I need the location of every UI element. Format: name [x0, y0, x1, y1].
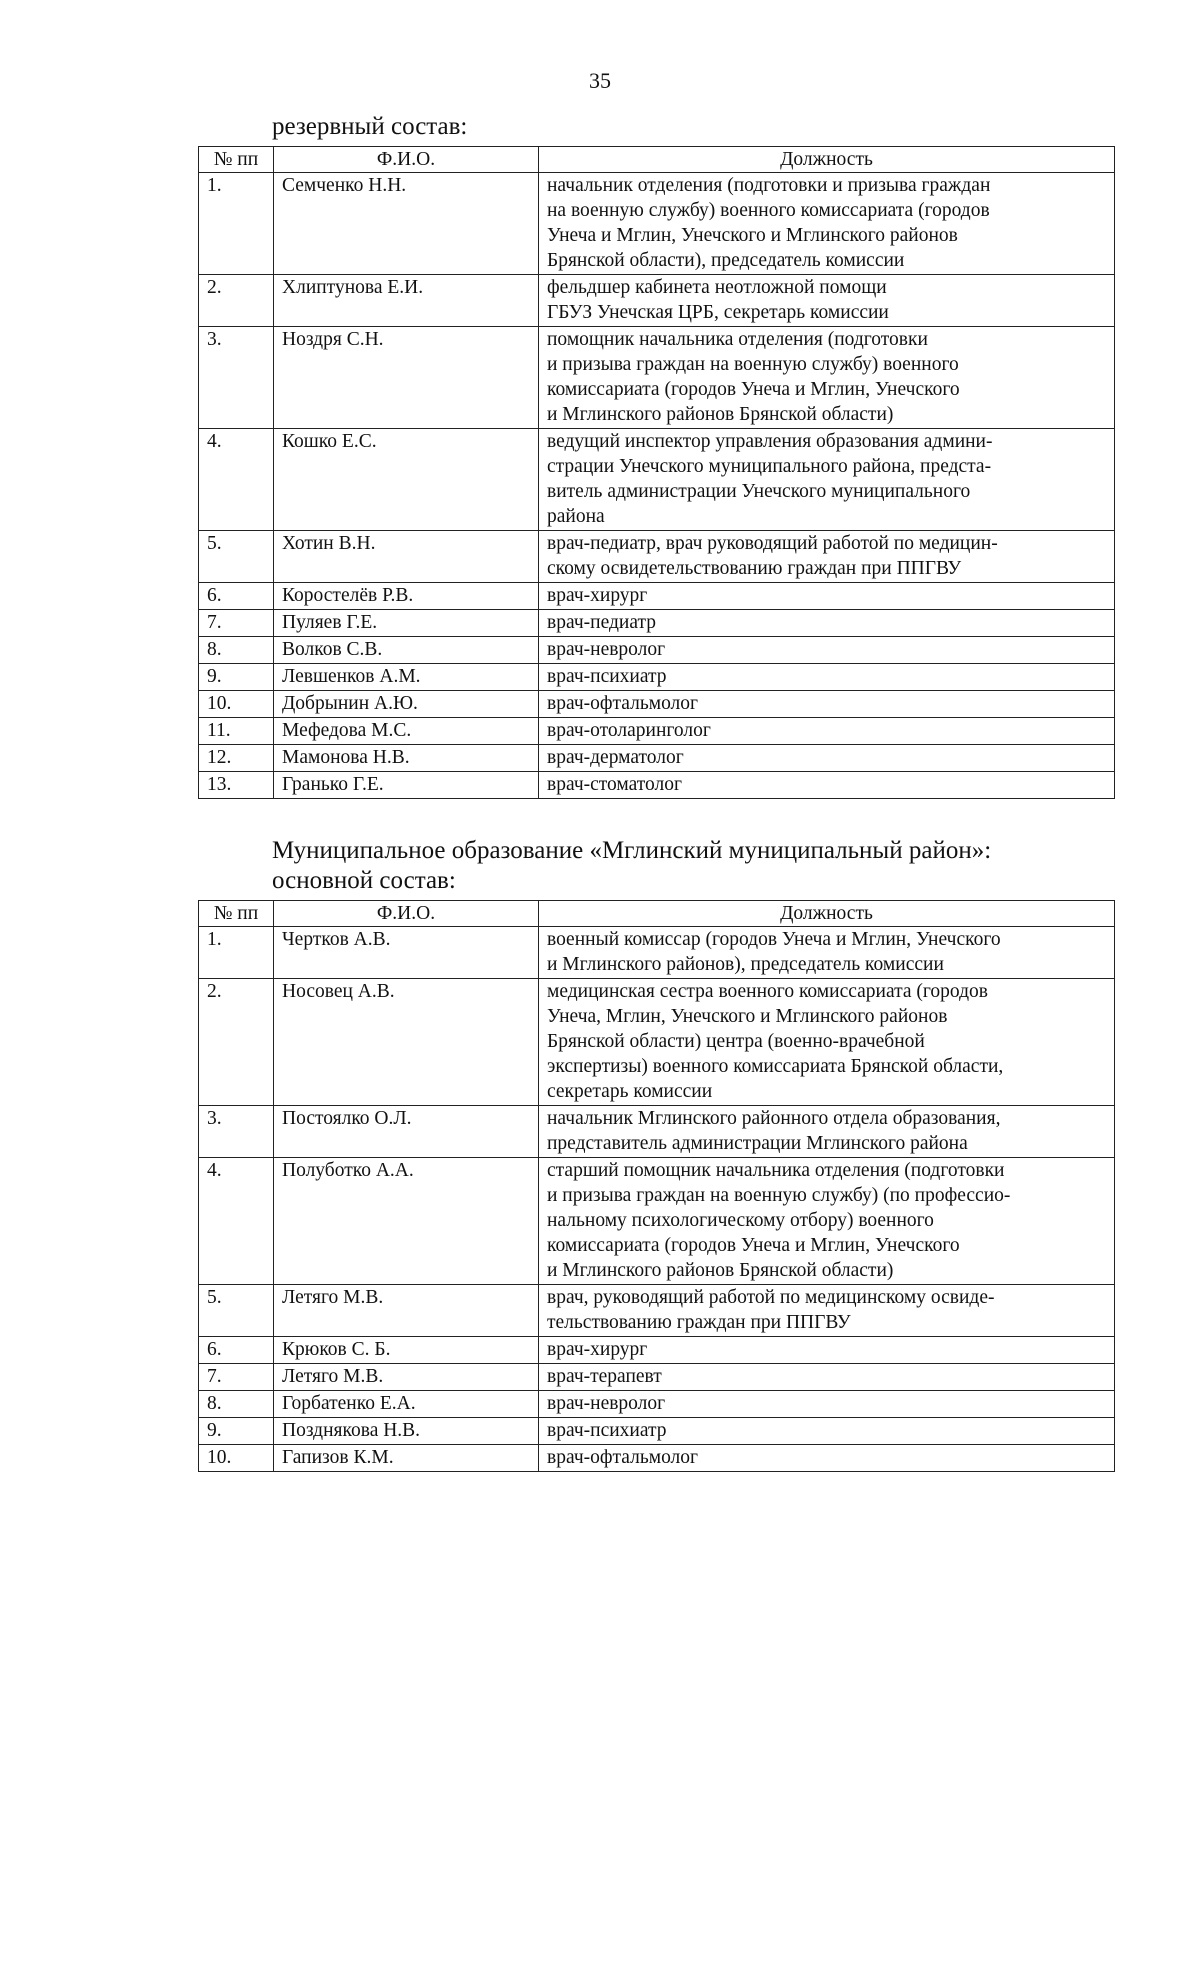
position-line: врач-психиатр [547, 666, 667, 687]
position-line: комиссариата (городов Унеча и Мглин, Унечского [547, 1235, 960, 1256]
table-row [199, 927, 1115, 979]
row-position [539, 927, 1115, 979]
position-line: начальник Мглинского районного отдела образования, [547, 1108, 1001, 1129]
row-position [539, 718, 1115, 745]
row-full-name: Крюков С. Б. [274, 1337, 539, 1364]
row-full-name: Позднякова Н.В. [274, 1418, 539, 1445]
row-number: 8. [199, 1391, 274, 1418]
position-line: врач-офтальмолог [547, 1447, 699, 1468]
header-name: Ф.И.О. [274, 901, 539, 927]
row-number: 3. [199, 1106, 274, 1158]
header-position: Должность [539, 901, 1115, 927]
row-position [539, 745, 1115, 772]
position-line: врач-невролог [547, 1393, 666, 1414]
position-line: фельдшер кабинета неотложной помощи [547, 277, 887, 298]
table-row [199, 979, 1115, 1106]
table-row [199, 1391, 1115, 1418]
row-position [539, 664, 1115, 691]
position-line: помощник начальника отделения (подготовки [547, 329, 928, 350]
position-line: военный комиссар (городов Унеча и Мглин, Унечского [547, 929, 1001, 950]
row-full-name: Коростелёв Р.В. [274, 583, 539, 610]
position-line: врач-отоларинголог [547, 720, 711, 741]
position-line: тельствованию граждан при ППГВУ [547, 1312, 851, 1333]
row-position [539, 691, 1115, 718]
position-line: Унеча, Мглин, Унечского и Мглинского районов [547, 1006, 948, 1027]
position-line: на военную службу) военного комиссариата (городов [547, 200, 990, 221]
position-line: представитель администрации Мглинского района [547, 1133, 968, 1154]
row-number: 12. [199, 745, 274, 772]
position-line: экспертизы) военного комиссариата Брянской области, [547, 1056, 1004, 1077]
row-number: 8. [199, 637, 274, 664]
table-row [199, 772, 1115, 799]
position-line: ведущий инспектор управления образования админи- [547, 431, 993, 452]
main-table [198, 900, 1115, 1472]
row-full-name: Добрынин А.Ю. [274, 691, 539, 718]
position-line: комиссариата (городов Унеча и Мглин, Унечского [547, 379, 960, 400]
table-row [199, 1285, 1115, 1337]
position-line: врач-офтальмолог [547, 693, 699, 714]
position-line: врач-дерматолог [547, 747, 684, 768]
row-full-name: Семченко Н.Н. [274, 173, 539, 275]
row-number: 6. [199, 583, 274, 610]
row-position [539, 1285, 1115, 1337]
table-row [199, 1445, 1115, 1472]
header-num: № пп [199, 147, 274, 173]
position-line: Унеча и Мглин, Унечского и Мглинского районов [547, 225, 958, 246]
row-number: 13. [199, 772, 274, 799]
header-name: Ф.И.О. [274, 147, 539, 173]
table-row [199, 1158, 1115, 1285]
table-row [199, 718, 1115, 745]
row-position [539, 1364, 1115, 1391]
position-line: врач-стоматолог [547, 774, 683, 795]
row-position [539, 1106, 1115, 1158]
row-position [539, 275, 1115, 327]
reserve-table [198, 146, 1115, 799]
table-row [199, 1418, 1115, 1445]
row-number: 10. [199, 1445, 274, 1472]
position-line: медицинская сестра военного комиссариата (городов [547, 981, 988, 1002]
row-position [539, 1445, 1115, 1472]
position-line: и призыва граждан на военную службу) военного [547, 354, 959, 375]
table-row [199, 664, 1115, 691]
row-full-name: Носовец А.В. [274, 979, 539, 1106]
page-number: 35 [589, 68, 611, 93]
position-line: врач-педиатр [547, 612, 656, 633]
table-row [199, 1106, 1115, 1158]
position-line: Брянской области) центра (военно-врачебной [547, 1031, 925, 1052]
row-number: 4. [199, 429, 274, 531]
row-full-name: Летяго М.В. [274, 1364, 539, 1391]
row-position [539, 772, 1115, 799]
position-line: врач-педиатр, врач руководящий работой по медицин- [547, 533, 998, 554]
header-num: № пп [199, 901, 274, 927]
row-number: 1. [199, 173, 274, 275]
row-number: 10. [199, 691, 274, 718]
reserve-table-body [199, 173, 1115, 799]
position-line: врач-терапевт [547, 1366, 662, 1387]
row-full-name: Постоялко О.Л. [274, 1106, 539, 1158]
reserve-caption: резервный состав: [272, 113, 468, 140]
table-row [199, 531, 1115, 583]
table-header-row [199, 901, 1115, 927]
position-line: ГБУЗ Унечская ЦРБ, секретарь комиссии [547, 302, 889, 323]
row-full-name: Хлиптунова Е.И. [274, 275, 539, 327]
position-line: старший помощник начальника отделения (подготовки [547, 1160, 1005, 1181]
position-line: страции Унечского муниципального района, предста- [547, 456, 992, 477]
row-full-name: Гранько Г.Е. [274, 772, 539, 799]
row-number: 3. [199, 327, 274, 429]
position-line: скому освидетельствованию граждан при ППГВУ [547, 558, 962, 579]
row-position [539, 531, 1115, 583]
row-position [539, 327, 1115, 429]
table-row [199, 429, 1115, 531]
position-line: нальному психологическому отбору) военного [547, 1210, 934, 1231]
table-row [199, 637, 1115, 664]
row-full-name: Горбатенко Е.А. [274, 1391, 539, 1418]
row-full-name: Ноздря С.Н. [274, 327, 539, 429]
table-row [199, 1364, 1115, 1391]
row-number: 2. [199, 275, 274, 327]
position-line: врач-психиатр [547, 1420, 667, 1441]
row-number: 4. [199, 1158, 274, 1285]
row-full-name: Мамонова Н.В. [274, 745, 539, 772]
row-position [539, 610, 1115, 637]
row-full-name: Летяго М.В. [274, 1285, 539, 1337]
position-line: врач-невролог [547, 639, 666, 660]
position-line: врач, руководящий работой по медицинскому освиде- [547, 1287, 995, 1308]
table-row [199, 691, 1115, 718]
row-number: 7. [199, 610, 274, 637]
row-position [539, 1158, 1115, 1285]
row-number: 5. [199, 1285, 274, 1337]
table-row [199, 745, 1115, 772]
row-number: 7. [199, 1364, 274, 1391]
row-full-name: Хотин В.Н. [274, 531, 539, 583]
row-number: 11. [199, 718, 274, 745]
position-line: и Мглинского районов Брянской области) [547, 404, 894, 425]
position-line: начальник отделения (подготовки и призыва граждан [547, 175, 991, 196]
row-position [539, 173, 1115, 275]
row-position [539, 979, 1115, 1106]
row-number: 1. [199, 927, 274, 979]
table-header-row [199, 147, 1115, 173]
row-position [539, 1391, 1115, 1418]
position-line: секретарь комиссии [547, 1081, 713, 1102]
row-number: 9. [199, 1418, 274, 1445]
row-number: 9. [199, 664, 274, 691]
row-position [539, 583, 1115, 610]
row-full-name: Мефедова М.С. [274, 718, 539, 745]
table-row [199, 583, 1115, 610]
row-full-name: Волков С.В. [274, 637, 539, 664]
main-table-body [199, 927, 1115, 1472]
row-full-name: Левшенков А.М. [274, 664, 539, 691]
row-full-name: Полуботко А.А. [274, 1158, 539, 1285]
row-position [539, 429, 1115, 531]
row-number: 2. [199, 979, 274, 1106]
row-full-name: Чертков А.В. [274, 927, 539, 979]
row-position [539, 637, 1115, 664]
position-line: района [547, 506, 605, 527]
position-line: и призыва граждан на военную службу) (по профессио- [547, 1185, 1011, 1206]
position-line: и Мглинского районов Брянской области) [547, 1260, 894, 1281]
row-number: 6. [199, 1337, 274, 1364]
main-caption: основной состав: [272, 867, 456, 894]
row-position [539, 1337, 1115, 1364]
row-full-name: Кошко Е.С. [274, 429, 539, 531]
row-full-name: Гапизов К.М. [274, 1445, 539, 1472]
table-row [199, 173, 1115, 275]
position-line: Брянской области), председатель комиссии [547, 250, 905, 271]
row-position [539, 1418, 1115, 1445]
position-line: витель администрации Унечского муниципального [547, 481, 971, 502]
municipality-caption: Муниципальное образование «Мглинский муниципальный район»: [272, 837, 992, 864]
table-row [199, 610, 1115, 637]
header-position: Должность [539, 147, 1115, 173]
table-row [199, 275, 1115, 327]
position-line: и Мглинского районов), председатель комиссии [547, 954, 944, 975]
table-row [199, 1337, 1115, 1364]
row-full-name: Пуляев Г.Е. [274, 610, 539, 637]
position-line: врач-хирург [547, 585, 648, 606]
row-number: 5. [199, 531, 274, 583]
table-row [199, 327, 1115, 429]
position-line: врач-хирург [547, 1339, 648, 1360]
